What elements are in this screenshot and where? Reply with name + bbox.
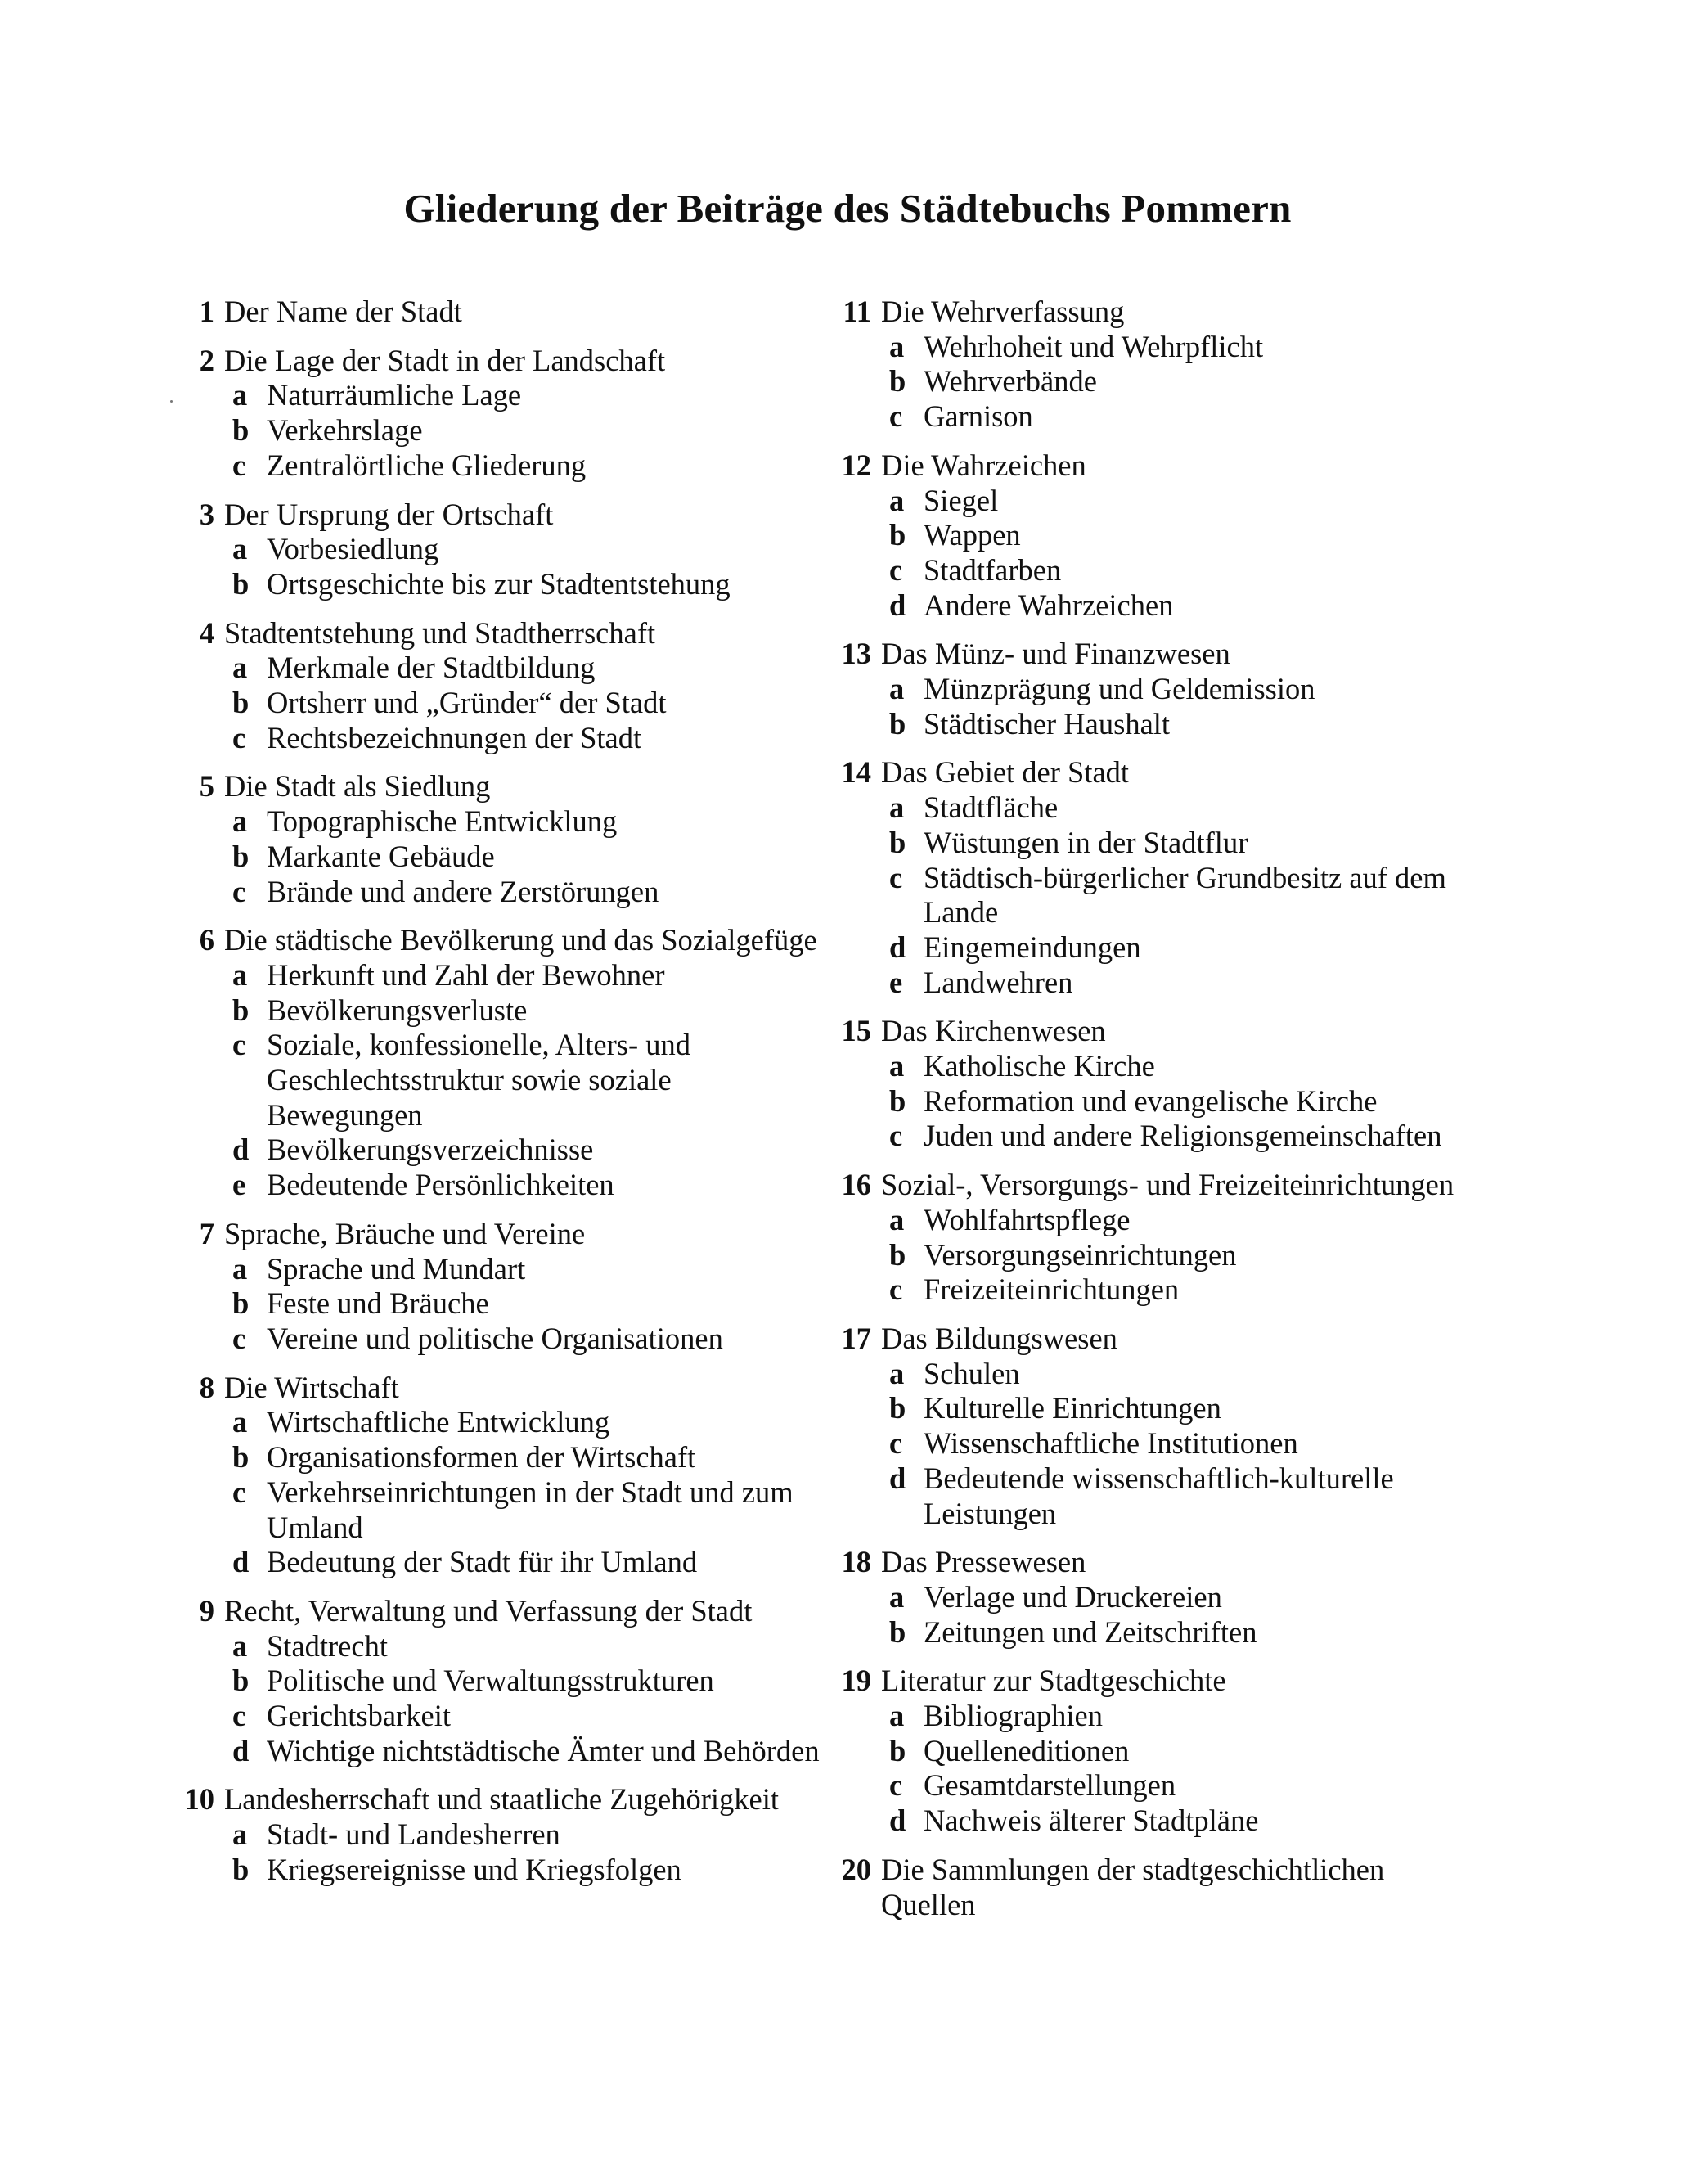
section-number: 5 [199, 769, 214, 804]
subsection-letter: c [232, 1699, 246, 1733]
subsection-text: Vereine und politische Organisationen [267, 1321, 723, 1355]
section-title: Die Lage der Stadt in der Landschaft [224, 343, 666, 377]
subsection-letter: d [889, 930, 906, 964]
subsection-item [182, 1817, 828, 1853]
outline-section [182, 295, 828, 330]
section-title: Das Pressewesen [881, 1545, 1086, 1579]
outline-section [839, 755, 1485, 1000]
subsection-item [839, 1119, 1485, 1154]
subsection-text: Bedeutende Persönlichkeiten [267, 1168, 614, 1202]
subsection-letter: c [889, 860, 903, 894]
subsection-text: Wappen [924, 518, 1021, 552]
section-title: Das Gebiet der Stadt [881, 755, 1130, 790]
subsection-list [839, 1699, 1485, 1839]
subsection-item [182, 1475, 828, 1545]
section-title: Stadtentstehung und Stadtherrschaft [224, 615, 656, 650]
section-number: 13 [841, 637, 871, 671]
subsection-letter: a [889, 1356, 905, 1390]
section-heading [839, 295, 1485, 330]
subsection-text: Juden und andere Religionsgemeinschaften [924, 1119, 1442, 1153]
section-heading [182, 1782, 828, 1817]
subsection-list [182, 804, 828, 909]
subsection-letter: c [232, 1321, 246, 1355]
subsection-text: Wehrverbände [924, 364, 1097, 399]
subsection-item [182, 686, 828, 721]
section-number: 11 [843, 295, 871, 328]
subsection-text: Organisationsformen der Wirtschaft [267, 1440, 696, 1475]
stray-mark [170, 400, 173, 403]
subsection-letter: b [232, 566, 250, 601]
subsection-text: Stadtfarben [924, 552, 1062, 587]
subsection-text: Stadtrecht [267, 1628, 388, 1663]
subsection-text: Zeitungen und Zeitschriften [924, 1614, 1257, 1649]
subsection-letter: b [889, 1614, 906, 1649]
subsection-text: Versorgungseinrichtungen [924, 1237, 1237, 1272]
subsection-text: Bevölkerungsverzeichnisse [267, 1133, 594, 1167]
subsection-letter: b [889, 518, 906, 552]
subsection-text: Landwehren [924, 965, 1073, 999]
outline-section [182, 616, 828, 756]
subsection-item [839, 1084, 1485, 1119]
outline-section [839, 1853, 1485, 1922]
subsection-text: Nachweis älterer Stadtpläne [924, 1803, 1259, 1838]
subsection-letter: c [889, 1768, 903, 1803]
subsection-list [839, 790, 1485, 1000]
subsection-letter: b [232, 993, 250, 1027]
section-number: 4 [199, 615, 214, 650]
subsection-item [182, 721, 828, 756]
outline-section [839, 1322, 1485, 1531]
subsection-letter: d [889, 588, 906, 622]
section-title: Die Wahrzeichen [881, 448, 1086, 482]
subsection-item [182, 651, 828, 686]
section-number: 19 [841, 1664, 871, 1698]
outline-section [182, 1217, 828, 1357]
right-column [839, 295, 1485, 1936]
section-heading [182, 498, 828, 533]
outline-section [839, 448, 1485, 624]
subsection-item [839, 1272, 1485, 1308]
subsection-item [839, 1734, 1485, 1769]
subsection-list [182, 1252, 828, 1357]
subsection-text: Freizeiteinrichtungen [924, 1272, 1180, 1307]
subsection-text: Wissenschaftliche Institutionen [924, 1426, 1298, 1461]
section-number: 14 [841, 755, 871, 790]
subsection-text: Stadt- und Landesherren [267, 1817, 560, 1852]
subsection-item [839, 588, 1485, 624]
section-number: 18 [841, 1545, 871, 1579]
section-title: Die Sammlungen der stadtgeschichtlichen Quellen [881, 1852, 1385, 1921]
subsection-item [182, 1168, 828, 1203]
section-number: 2 [199, 343, 214, 377]
subsection-item [839, 484, 1485, 519]
subsection-list [182, 1817, 828, 1887]
section-title: Das Bildungswesen [881, 1321, 1117, 1355]
subsection-list [839, 672, 1485, 741]
subsection-item [839, 707, 1485, 742]
subsection-text: Feste und Bräuche [267, 1286, 489, 1321]
subsection-item [839, 1803, 1485, 1839]
subsection-letter: a [889, 1202, 905, 1236]
subsection-letter: a [889, 483, 905, 517]
subsection-item [182, 804, 828, 840]
subsection-text: Garnison [924, 399, 1033, 434]
subsection-item [839, 1203, 1485, 1238]
section-heading [839, 448, 1485, 484]
subsection-letter: b [889, 1391, 906, 1425]
subsection-letter: c [889, 1272, 903, 1307]
subsection-text: Eingemeindungen [924, 930, 1141, 964]
section-title: Recht, Verwaltung und Verfassung der Stadt [224, 1593, 753, 1628]
subsection-text: Sprache und Mundart [267, 1251, 526, 1286]
outline-section [839, 1014, 1485, 1154]
section-heading [839, 1853, 1485, 1922]
subsection-item [839, 518, 1485, 553]
subsection-item [839, 861, 1485, 930]
subsection-letter: a [232, 651, 248, 685]
subsection-letter: c [889, 399, 903, 434]
subsection-item [839, 1580, 1485, 1615]
section-number: 9 [199, 1593, 214, 1628]
subsection-item [182, 1028, 828, 1133]
subsection-text: Gesamtdarstellungen [924, 1768, 1176, 1803]
subsection-letter: a [232, 1817, 248, 1852]
subsection-item [839, 1238, 1485, 1273]
subsection-list [839, 1580, 1485, 1650]
subsection-text: Wichtige nichtstädtische Ämter und Behörden [267, 1733, 820, 1767]
section-title: Sprache, Bräuche und Vereine [224, 1216, 586, 1250]
section-number: 20 [841, 1852, 871, 1886]
section-number: 12 [841, 448, 871, 482]
subsection-item [839, 930, 1485, 966]
subsection-letter: c [232, 874, 246, 908]
subsection-letter: e [889, 965, 903, 999]
subsection-list [839, 330, 1485, 435]
subsection-text: Ortsherr und „Gründer“ der Stadt [267, 686, 667, 720]
subsection-item [182, 1853, 828, 1888]
subsection-item [839, 790, 1485, 826]
subsection-item [839, 364, 1485, 399]
section-heading [182, 769, 828, 804]
subsection-item [182, 1699, 828, 1734]
subsection-item [182, 993, 828, 1029]
outline-section [839, 1168, 1485, 1308]
subsection-list [182, 958, 828, 1203]
subsection-letter: c [232, 1028, 246, 1062]
subsection-list [839, 1049, 1485, 1154]
subsection-letter: c [889, 1426, 903, 1461]
subsection-text: Andere Wahrzeichen [924, 588, 1174, 622]
subsection-text: Kriegsereignisse und Kriegsfolgen [267, 1852, 681, 1886]
subsection-letter: e [232, 1168, 246, 1202]
subsection-letter: d [232, 1733, 250, 1767]
subsection-text: Wehrhoheit und Wehrpflicht [924, 329, 1264, 363]
section-heading [182, 1594, 828, 1629]
section-number: 1 [199, 295, 214, 328]
subsection-text: Rechtsbezeichnungen der Stadt [267, 720, 642, 754]
subsection-letter: b [889, 364, 906, 399]
subsection-list [182, 1629, 828, 1769]
subsection-letter: b [889, 825, 906, 859]
section-heading [182, 295, 828, 330]
subsection-letter: b [232, 1664, 250, 1698]
section-heading [182, 923, 828, 958]
subsection-letter: a [889, 672, 905, 706]
subsection-item [182, 840, 828, 875]
subsection-item [839, 553, 1485, 588]
section-heading [182, 616, 828, 651]
subsection-text: Politische und Verwaltungsstrukturen [267, 1664, 714, 1698]
section-title: Die städtische Bevölkerung und das Sozialgefüge [224, 923, 817, 957]
subsection-item [839, 672, 1485, 707]
subsection-item [182, 448, 828, 484]
subsection-letter: a [232, 957, 248, 992]
section-number: 7 [199, 1216, 214, 1250]
subsection-letter: a [232, 804, 248, 839]
subsection-letter: a [232, 532, 248, 566]
subsection-letter: b [232, 839, 250, 873]
section-heading [182, 344, 828, 379]
subsection-letter: a [232, 1405, 248, 1439]
subsection-letter: b [889, 1733, 906, 1767]
outline-section [182, 769, 828, 909]
subsection-text: Wirtschaftliche Entwicklung [267, 1405, 610, 1439]
section-heading [182, 1217, 828, 1252]
subsection-letter: a [889, 1699, 905, 1733]
subsection-text: Gerichtsbarkeit [267, 1699, 451, 1733]
subsection-item [839, 1391, 1485, 1426]
subsection-item [182, 1322, 828, 1357]
subsection-item [839, 1768, 1485, 1803]
subsection-letter: a [232, 1628, 248, 1663]
subsection-item [182, 1286, 828, 1322]
subsection-list [839, 1357, 1485, 1532]
subsection-letter: d [889, 1803, 906, 1838]
outline-section [182, 1594, 828, 1769]
subsection-text: Herkunft und Zahl der Bewohner [267, 957, 665, 992]
subsection-item [182, 875, 828, 910]
subsection-item [182, 413, 828, 448]
section-title: Das Münz- und Finanzwesen [881, 637, 1230, 671]
section-number: 3 [199, 497, 214, 531]
subsection-letter: d [232, 1545, 250, 1579]
subsection-text: Verkehrseinrichtungen in der Stadt und zum Umland [267, 1475, 794, 1544]
section-heading [839, 1014, 1485, 1049]
subsection-letter: b [232, 1286, 250, 1321]
subsection-item [839, 399, 1485, 435]
subsection-text: Bevölkerungsverluste [267, 993, 528, 1027]
subsection-letter: a [232, 378, 248, 412]
subsection-text: Soziale, konfessionelle, Alters- und Geschlechtsstruktur sowie soziale Bewegungen [267, 1028, 690, 1132]
subsection-text: Stadtfläche [924, 790, 1059, 825]
subsection-text: Brände und andere Zerstörungen [267, 874, 659, 908]
subsection-list [182, 378, 828, 483]
subsection-letter: b [889, 706, 906, 741]
subsection-item [839, 330, 1485, 365]
subsection-text: Städtisch-bürgerlicher Grundbesitz auf dem Lande [924, 860, 1446, 930]
subsection-text: Verlage und Druckereien [924, 1579, 1222, 1614]
section-number: 17 [841, 1321, 871, 1355]
outline-section [182, 923, 828, 1203]
subsection-text: Zentralörtliche Gliederung [267, 448, 587, 482]
section-heading [839, 1664, 1485, 1699]
subsection-list [182, 1405, 828, 1580]
outline-section [839, 1664, 1485, 1839]
section-heading [182, 1371, 828, 1406]
subsection-list [182, 651, 828, 755]
section-title: Sozial-, Versorgungs- und Freizeiteinrichtungen [881, 1168, 1454, 1202]
subsection-text: Münzprägung und Geldemission [924, 672, 1315, 706]
subsection-text: Ortsgeschichte bis zur Stadtentstehung [267, 566, 731, 601]
subsection-letter: d [232, 1133, 250, 1167]
outline-section [839, 295, 1485, 435]
subsection-text: Städtischer Haushalt [924, 706, 1171, 741]
subsection-item [182, 378, 828, 413]
subsection-item [839, 1615, 1485, 1650]
subsection-letter: a [889, 790, 905, 825]
section-number: 10 [184, 1782, 214, 1817]
section-title: Landesherrschaft und staatliche Zugehörigkeit [224, 1782, 780, 1817]
subsection-list [839, 484, 1485, 624]
subsection-letter: a [889, 329, 905, 363]
section-title: Literatur zur Stadtgeschichte [881, 1664, 1226, 1698]
subsection-item [839, 826, 1485, 861]
subsection-item [182, 1664, 828, 1699]
subsection-item [182, 567, 828, 602]
subsection-text: Schulen [924, 1356, 1020, 1390]
subsection-text: Quelleneditionen [924, 1733, 1130, 1767]
section-number: 15 [841, 1014, 871, 1048]
subsection-text: Kulturelle Einrichtungen [924, 1391, 1221, 1425]
outline-section [182, 1782, 828, 1887]
subsection-letter: c [889, 552, 903, 587]
subsection-item [839, 1699, 1485, 1734]
subsection-item [182, 1440, 828, 1475]
subsection-letter: c [232, 448, 246, 482]
section-title: Die Wirtschaft [224, 1370, 399, 1404]
section-title: Der Name der Stadt [224, 295, 462, 328]
subsection-item [182, 532, 828, 567]
subsection-item [182, 958, 828, 993]
subsection-letter: a [232, 1251, 248, 1286]
subsection-text: Siegel [924, 483, 999, 517]
page-title: Gliederung der Beiträge des Städtebuchs Pommern [403, 186, 1292, 231]
subsection-item [839, 966, 1485, 1001]
subsection-item [839, 1357, 1485, 1392]
subsection-text: Naturräumliche Lage [267, 378, 522, 412]
subsection-text: Wohlfahrtspflege [924, 1202, 1131, 1236]
subsection-item [839, 1461, 1485, 1531]
section-title: Die Stadt als Siedlung [224, 769, 491, 804]
subsection-item [839, 1426, 1485, 1461]
section-heading [839, 1545, 1485, 1580]
subsection-letter: b [889, 1083, 906, 1118]
section-number: 6 [199, 923, 214, 957]
subsection-text: Wüstungen in der Stadtflur [924, 825, 1248, 859]
section-title: Das Kirchenwesen [881, 1014, 1106, 1048]
subsection-text: Bedeutende wissenschaftlich-kulturelle Leistungen [924, 1461, 1394, 1530]
subsection-item [182, 1629, 828, 1664]
section-heading [839, 755, 1485, 790]
outline-section [182, 498, 828, 602]
subsection-item [182, 1252, 828, 1287]
outline-section [182, 1371, 828, 1580]
section-title: Der Ursprung der Ortschaft [224, 497, 554, 531]
subsection-text: Topographische Entwicklung [267, 804, 618, 839]
section-heading [839, 1322, 1485, 1357]
subsection-letter: a [889, 1579, 905, 1614]
subsection-text: Katholische Kirche [924, 1049, 1155, 1083]
subsection-letter: b [232, 1440, 250, 1475]
subsection-item [182, 1405, 828, 1440]
subsection-letter: b [232, 413, 250, 448]
subsection-list [182, 532, 828, 601]
subsection-letter: c [232, 1475, 246, 1509]
subsection-letter: c [232, 720, 246, 754]
section-heading [839, 637, 1485, 672]
section-title: Die Wehrverfassung [881, 295, 1125, 328]
subsection-text: Reformation und evangelische Kirche [924, 1083, 1378, 1118]
left-column [182, 295, 828, 1902]
section-number: 8 [199, 1370, 214, 1404]
subsection-item [839, 1049, 1485, 1084]
subsection-text: Merkmale der Stadtbildung [267, 651, 596, 685]
subsection-item [182, 1545, 828, 1580]
subsection-text: Bibliographien [924, 1699, 1103, 1733]
subsection-letter: b [889, 1237, 906, 1272]
subsection-list [839, 1203, 1485, 1308]
subsection-letter: a [889, 1049, 905, 1083]
outline-section [182, 344, 828, 484]
section-number: 16 [841, 1168, 871, 1202]
subsection-text: Markante Gebäude [267, 839, 495, 873]
section-heading [839, 1168, 1485, 1203]
subsection-item [182, 1133, 828, 1168]
outline-section [839, 1545, 1485, 1650]
subsection-item [182, 1734, 828, 1769]
outline-section [839, 637, 1485, 741]
subsection-text: Verkehrslage [267, 413, 423, 448]
subsection-letter: b [232, 686, 250, 720]
subsection-letter: b [232, 1852, 250, 1886]
subsection-text: Vorbesiedlung [267, 532, 439, 566]
subsection-letter: c [889, 1119, 903, 1153]
subsection-letter: d [889, 1461, 906, 1495]
subsection-text: Bedeutung der Stadt für ihr Umland [267, 1545, 698, 1579]
